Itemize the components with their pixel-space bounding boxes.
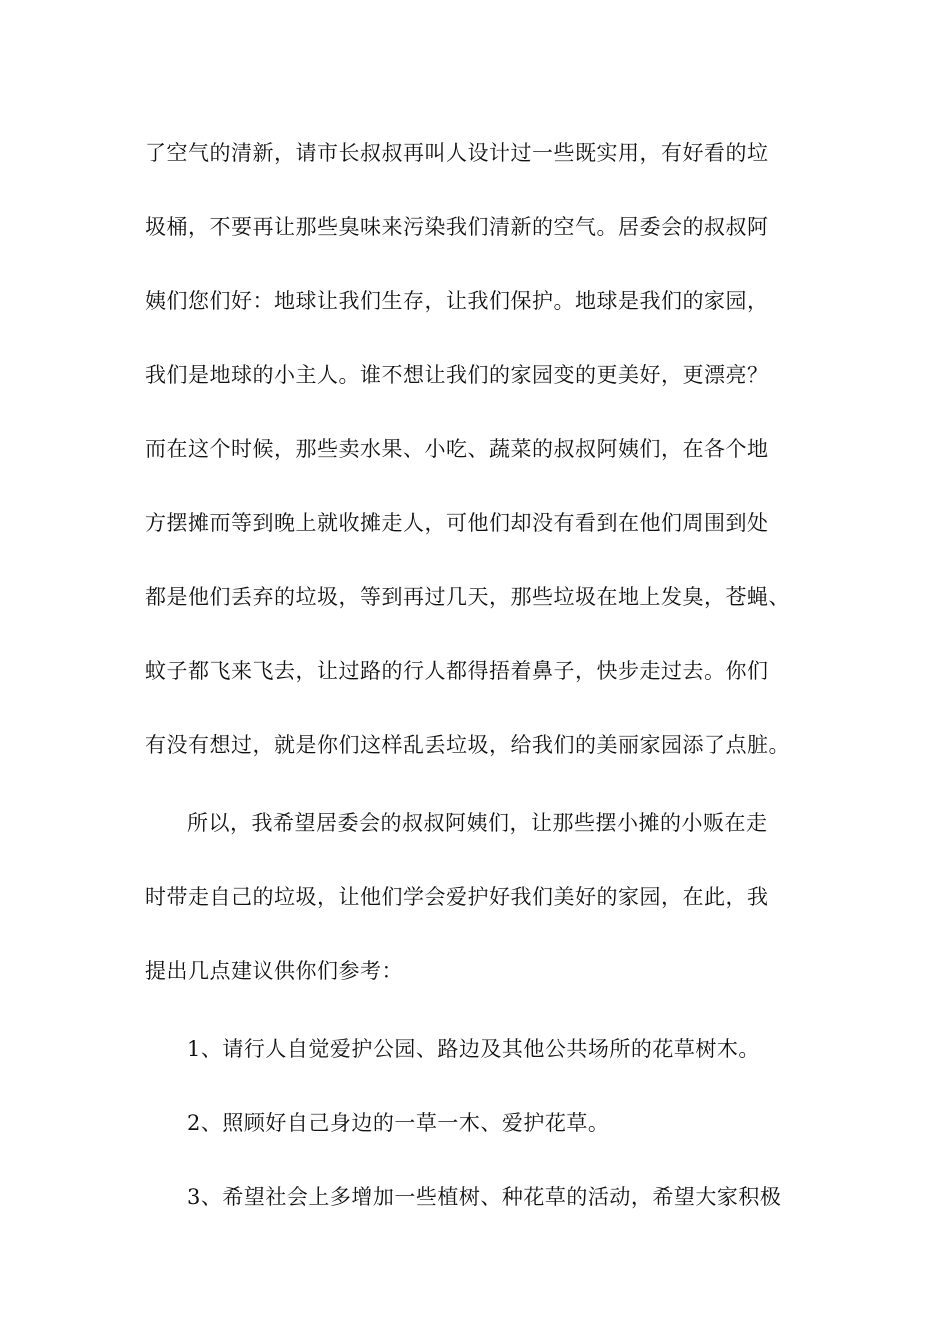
body-text-line: 提出几点建议供你们参考： [145,959,403,983]
body-text-line: 方摆摊而等到晚上就收摊走人，可他们却没有看到在他们周围到处 [145,511,769,535]
paragraph-first-line: 所以，我希望居委会的叔叔阿姨们，让那些摆小摊的小贩在走 [187,811,768,835]
list-item-3: 3、希望社会上多增加一些植树、种花草的活动，希望大家积极 [187,1185,782,1209]
list-item-2: 2、照顾好自己身边的一草一木、爱护花草。 [187,1111,610,1135]
body-text-line: 有没有想过，就是你们这样乱丢垃圾，给我们的美丽家园添了点脏。 [145,733,790,757]
body-text-line: 姨们您们好：地球让我们生存，让我们保护。地球是我们的家园， [145,289,769,313]
body-text-line: 时带走自己的垃圾，让他们学会爱护好我们美好的家园，在此，我 [145,885,769,909]
body-text-line: 了空气的清新，请市长叔叔再叫人设计过一些既实用，有好看的垃 [145,141,769,165]
body-text-line: 都是他们丢弃的垃圾，等到再过几天，那些垃圾在地上发臭，苍蝇、 [145,585,790,609]
body-text-line: 蚊子都飞来飞去，让过路的行人都得捂着鼻子，快步走过去。你们 [145,659,769,683]
body-text-line: 而在这个时候，那些卖水果、小吃、蔬菜的叔叔阿姨们，在各个地 [145,437,769,461]
body-text-line: 我们是地球的小主人。谁不想让我们的家园变的更美好，更漂亮？ [145,363,769,387]
list-item-1: 1、请行人自觉爱护公园、路边及其他公共场所的花草树木。 [187,1037,760,1061]
body-text-line: 圾桶，不要再让那些臭味来污染我们清新的空气。居委会的叔叔阿 [145,215,769,239]
